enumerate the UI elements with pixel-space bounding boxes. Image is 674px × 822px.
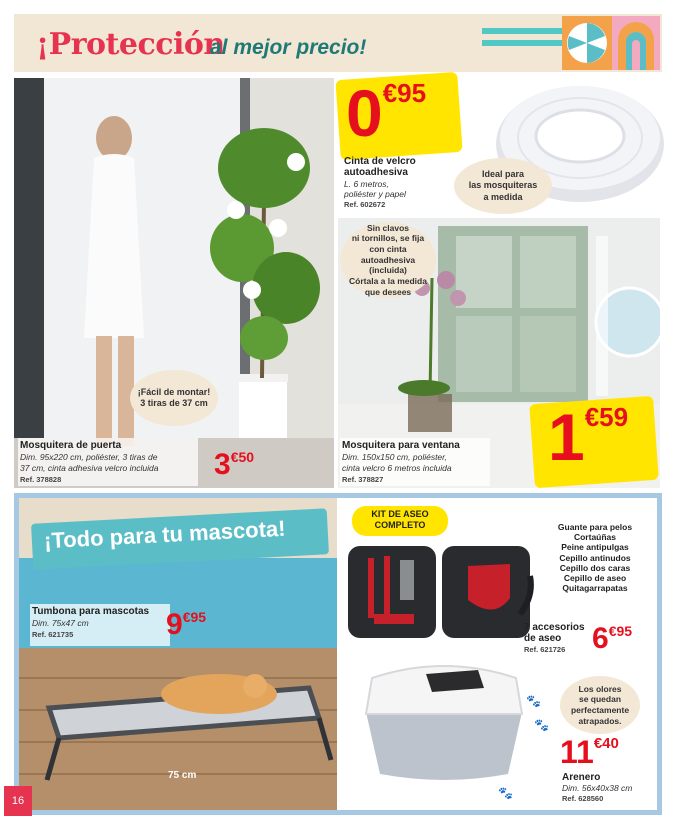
door-price (214, 450, 254, 480)
tag-line: KIT DE ASEO (371, 509, 429, 519)
bubble-line: atrapados. (578, 715, 622, 726)
header-title: ¡Protección (36, 27, 225, 62)
litter-ref: Ref. 628560 (562, 794, 604, 803)
page-number: 16 (4, 786, 32, 816)
window-product-name: Mosquitera para ventana (342, 440, 460, 451)
price-integer: 0 (346, 76, 383, 150)
window-price (548, 400, 629, 474)
price-integer: 1 (548, 400, 585, 474)
door-product-name: Mosquitera de puerta (20, 440, 122, 451)
pet-bed-size-label: 75 cm (168, 770, 197, 781)
pet-bed-name: Tumbona para mascotas (32, 606, 150, 617)
price-cents: €95 (182, 609, 207, 625)
price-cents: €95 (382, 78, 427, 108)
bubble-line: ni tornillos, se fija (351, 233, 425, 244)
paw-print-icon: 🐾 (534, 718, 549, 732)
velcro-ref: Ref. 602672 (344, 200, 386, 209)
price-integer: 11 (560, 734, 594, 770)
bubble-line: Ideal para (481, 169, 525, 180)
litter-desc: Dim. 56x40x38 cm (562, 783, 633, 793)
price-cents: €50 (230, 449, 255, 465)
window-no-nails-bubble (340, 222, 436, 298)
litter-price (560, 736, 619, 768)
velcro-desc-1: L. 6 metros, (344, 179, 389, 189)
bubble-line: las mosquiteras (468, 180, 538, 191)
groom-kit-name-2: de aseo (524, 633, 562, 644)
velcro-price (346, 76, 427, 150)
groom-kit-items-list (540, 522, 650, 593)
window-product-desc-2: cinta velcro 6 metros incluida (342, 463, 452, 473)
tag-line: COMPLETO (374, 519, 426, 530)
litter-box-illustration (356, 648, 532, 786)
litter-name: Arenero (562, 772, 601, 783)
bubble-line: que desees (364, 286, 412, 297)
price-cents: €95 (608, 623, 633, 639)
list-item: Guante para pelos (557, 522, 633, 532)
price-integer: 9 (166, 608, 183, 641)
door-product-ref: Ref. 378828 (20, 475, 62, 484)
groom-kit-name-1: 7 accesorios (524, 622, 585, 633)
list-item: Quitagarrapatas (562, 583, 628, 594)
list-item: Cortaúñas (573, 532, 617, 543)
pet-banner-title: ¡Todo para tu mascota! (43, 515, 287, 554)
bubble-line: a medida (483, 191, 523, 202)
groom-kit-price (592, 624, 632, 654)
velcro-name-2: autoadhesiva (344, 167, 408, 178)
bubble-line: ¡Fácil de montar! (137, 386, 211, 397)
pet-bed-desc: Dim. 75x47 cm (32, 618, 89, 628)
door-easy-mount-bubble (130, 370, 218, 426)
velcro-ideal-bubble (454, 158, 552, 214)
groom-kit-tag (352, 506, 448, 536)
litter-odor-bubble (560, 676, 640, 734)
bubble-line: con cinta autoadhesiva (360, 244, 416, 265)
bubble-line: Córtala a la medida (349, 275, 427, 286)
paw-print-icon: 🐾 (526, 694, 541, 708)
groom-kit-ref: Ref. 621726 (524, 645, 566, 654)
bubble-line: Los olores (578, 683, 622, 694)
door-scene-illustration (14, 78, 334, 488)
list-item: Cepillo de aseo (563, 572, 627, 583)
price-cents: €59 (584, 402, 629, 432)
list-item: Peine antipulgas (561, 542, 629, 553)
door-product-desc-1: Dim. 95x220 cm, poliéster, 3 tiras de (20, 452, 158, 462)
pet-bed-price (166, 610, 206, 640)
door-screen-photo (14, 78, 334, 488)
velcro-name-1: Cinta de velcro (344, 156, 416, 167)
window-product-desc-1: Dim. 150x150 cm, poliéster, (342, 452, 447, 462)
paw-print-icon: 🐾 (498, 786, 513, 800)
bubble-line: 3 tiras de 37 cm (140, 398, 208, 408)
window-product-ref: Ref. 378827 (342, 475, 384, 484)
groom-kit-case-illustration (344, 536, 534, 646)
door-product-desc-2: 37 cm, cinta adhesiva velcro incluida (20, 463, 159, 473)
velcro-desc-2: poliéster y papel (344, 189, 406, 199)
price-integer: 6 (592, 622, 609, 655)
bubble-line: perfectamente (570, 705, 630, 715)
list-item: Cepillo antinudos (559, 552, 631, 563)
price-cents: €40 (593, 735, 619, 752)
bubble-line: se quedan (578, 694, 622, 705)
price-integer: 3 (214, 448, 231, 481)
list-item: Cepillo dos caras (559, 562, 631, 573)
bubble-line: Sin clavos (366, 222, 410, 233)
page-header (14, 14, 662, 72)
header-subtitle: al mejor precio! (210, 36, 367, 59)
bubble-line: (incluida) (369, 265, 407, 276)
pet-bed-ref: Ref. 621735 (32, 630, 74, 639)
beach-umbrella-rainbow-decoration (554, 14, 662, 72)
